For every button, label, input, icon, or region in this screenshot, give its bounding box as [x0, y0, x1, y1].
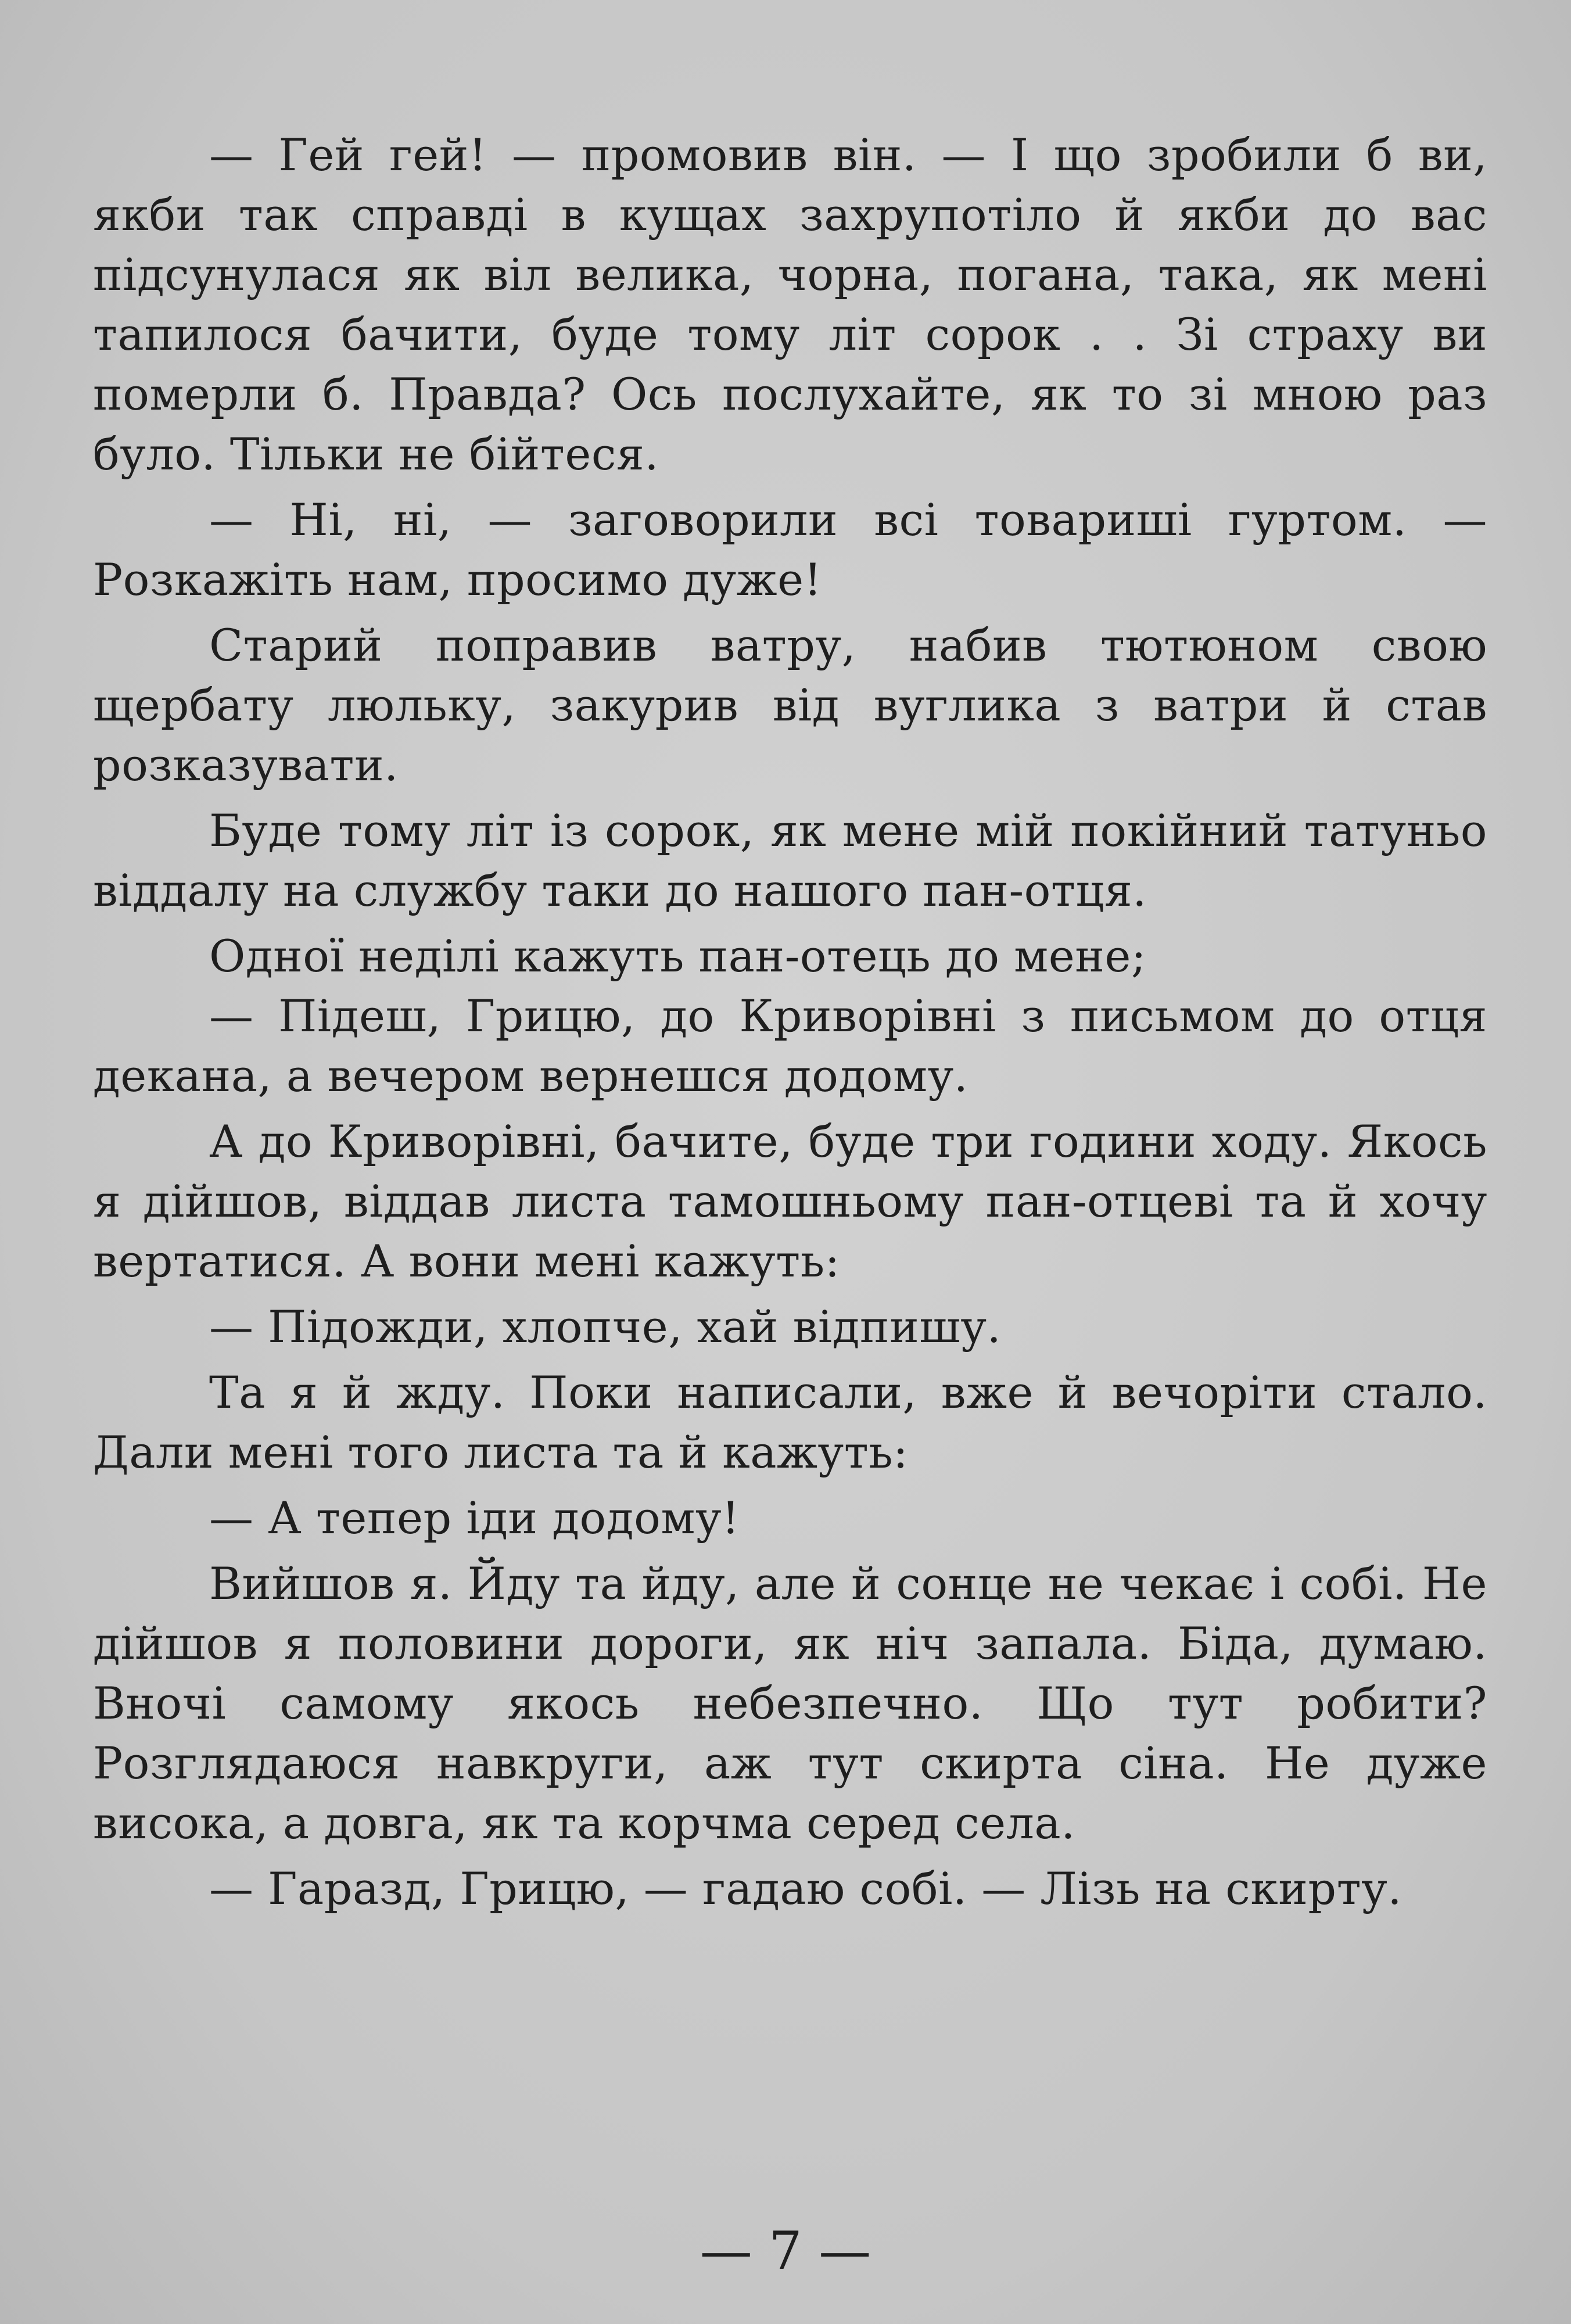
paragraph-4: Буде тому літ із сорок, як мене мій покійний татуньо віддалу на службу таки до нашого пан-отця.	[93, 805, 1487, 916]
paragraph-5: Одної неділі кажуть пан-отець до мене;	[209, 930, 1146, 982]
body-text	[93, 125, 1487, 1924]
paragraph-10: — А тепер іди додому!	[209, 1492, 740, 1544]
paragraph-2: — Ні, ні, — заговорили всі товариші гуртом. — Розкажіть нам, просимо дуже!	[93, 494, 1487, 605]
paragraph-8: — Підожди, хлопче, хай відпишу.	[209, 1301, 1002, 1353]
paragraph-12: — Гаразд, Грицю, — гадаю собі. — Лізь на скирту.	[209, 1863, 1402, 1914]
page-number: — 7 —	[700, 2221, 871, 2282]
paragraph-7: А до Криворівні, бачите, буде три години ходу. Якось я дійшов, віддав листа тамошньому пан-отцеві та й хочу вертатися. А вони мені кажуть:	[93, 1116, 1487, 1287]
paragraph-11: Вийшов я. Йду та йду, але й сонце не чекає і собі. Не дійшов я половини дороги, як ніч запала. Біда, думаю. Вночі самому якось небезпечно. Що тут робити? Розглядаюся навкруги, аж тут скирта сіна. Не дуже висока, а довга, як та корчма серед села.	[93, 1558, 1487, 1849]
paragraph-6: — Підеш, Грицю, до Криворівні з письмом до отця декана, а вечером вернешся додому.	[93, 990, 1487, 1102]
paragraph-9: Та я й жду. Поки написали, вже й вечоріти стало. Дали мені того листа та й кажуть:	[93, 1367, 1487, 1478]
paragraph-3: Старий поправив ватру, набив тютюном свою щербату люльку, закурив від вуглика з ватри й став розказувати.	[93, 619, 1487, 791]
paragraph-1: — Гей гей! — промовив він. — І що зробили б ви, якби так справді в кущах захрупотіло й якби до вас підсунулася як віл велика, чорна, погана, така, як мені тапилося бачити, буде тому літ сорок . . Зі страху ви померли б. Правда? Ось послухайте, як то зі мною раз було. Тільки не бійтеся.	[93, 129, 1487, 480]
